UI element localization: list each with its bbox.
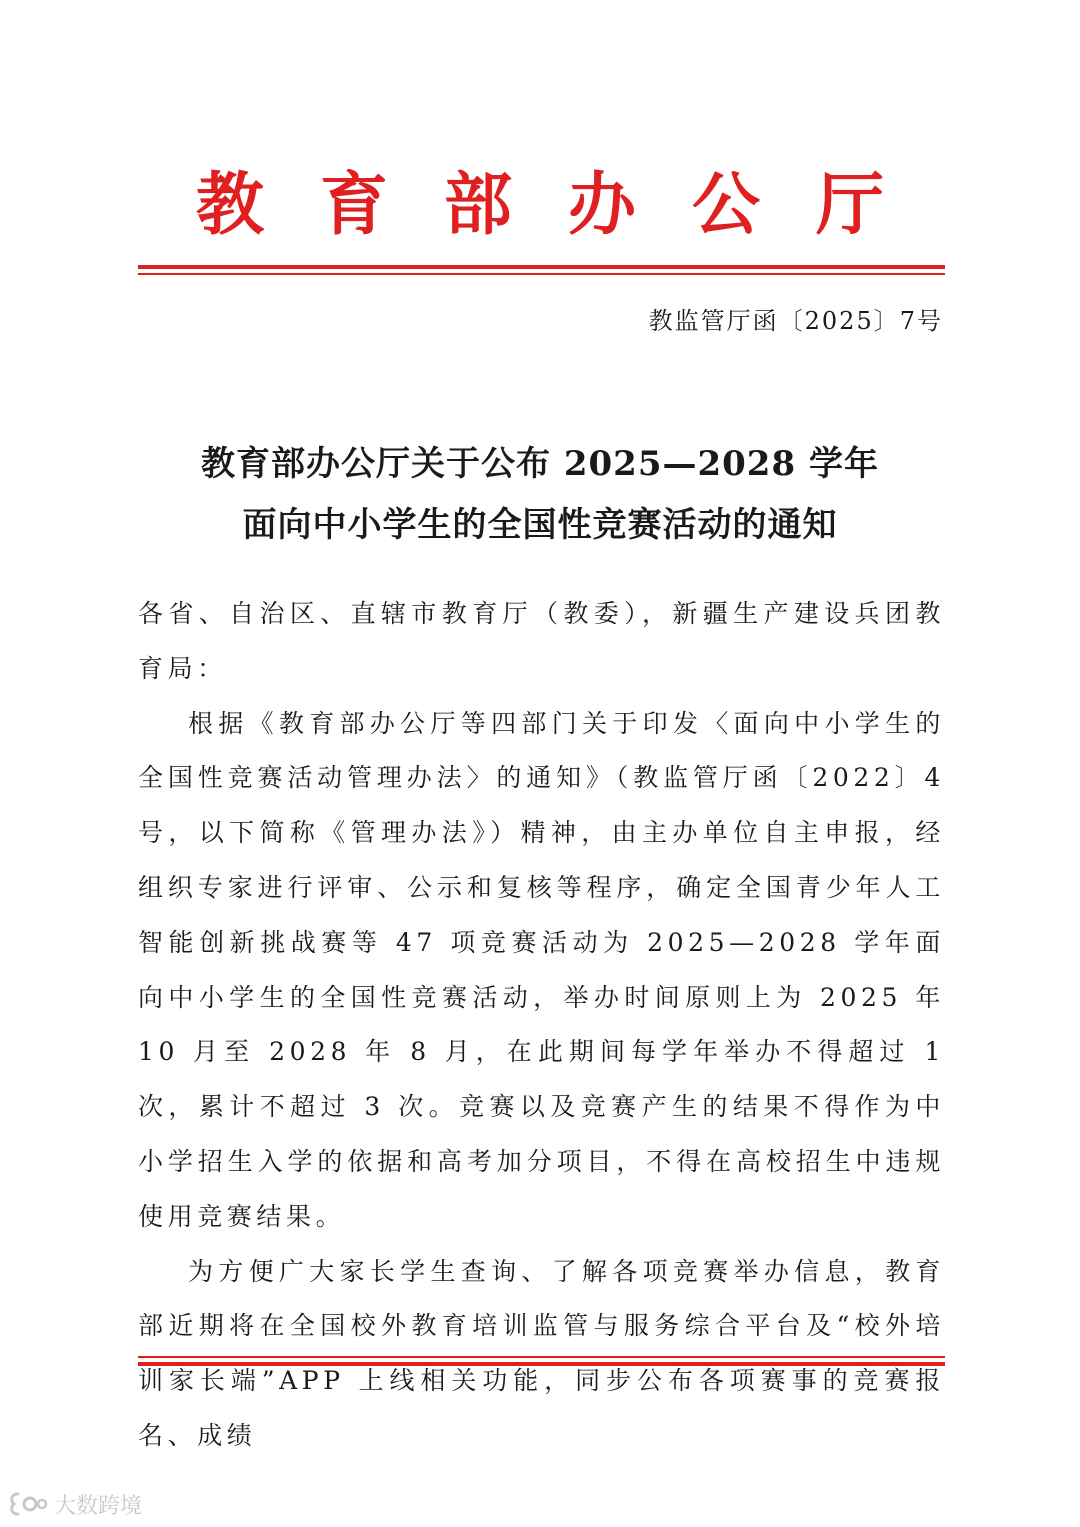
- footer-red-rule-thick: [138, 1362, 945, 1366]
- body-paragraph-1: 根据《教育部办公厅等四部门关于印发〈面向中小学生的全国性竞赛活动管理办法〉的通知》（教监管厅函〔2022〕4 号，以下简称《管理办法》）精神，由主办单位自主申报，经组织专家进行评审、公示和复核等程序，确定全国青少年人工智能创新挑战赛等 47 项竞赛活动为 2025—2028 学年面向中小学生的全国性竞赛活动，举办时间原则上为 2025 年 10 月至 2028 年 8 月，在此期间每学年举办不得超过 1 次，累计不超过 3 次。竞赛以及竞赛产生的结果不得作为中小学招生入学的依据和高考加分项目，不得在高校招生中违规使用竞赛结果。: [138, 708, 945, 1231]
- brand-logo-icon: [8, 1491, 48, 1517]
- masthead-red-rule-thick: [138, 265, 945, 269]
- body-paragraph-2: 为方便广大家长学生查询、了解各项竞赛举办信息，教育部近期将在全国校外教育培训监管与服务综合平台及“校外培训家长端”APP 上线相关功能，同步公布各项赛事的竞赛报名、成绩: [138, 1256, 945, 1450]
- notice-title-line-2: 面向中小学生的全国性竞赛活动的通知: [242, 505, 838, 545]
- document-number: 教监管厅函〔2025〕7号: [648, 307, 943, 335]
- watermark-text: 大数跨境: [54, 1493, 143, 1519]
- notice-title-line-1: 教育部办公厅关于公布 2025—2028 学年: [201, 444, 879, 484]
- footer-red-rule-thin: [138, 1356, 945, 1358]
- masthead-red-rule-thin: [138, 273, 945, 275]
- notice-body: [138, 587, 945, 1464]
- issuer-masthead: 教育部办公厅: [195, 165, 940, 245]
- salutation: 各省、自治区、直辖市教育厅（教委），新疆生产建设兵团教育局：: [138, 599, 945, 683]
- watermark: [8, 1488, 142, 1520]
